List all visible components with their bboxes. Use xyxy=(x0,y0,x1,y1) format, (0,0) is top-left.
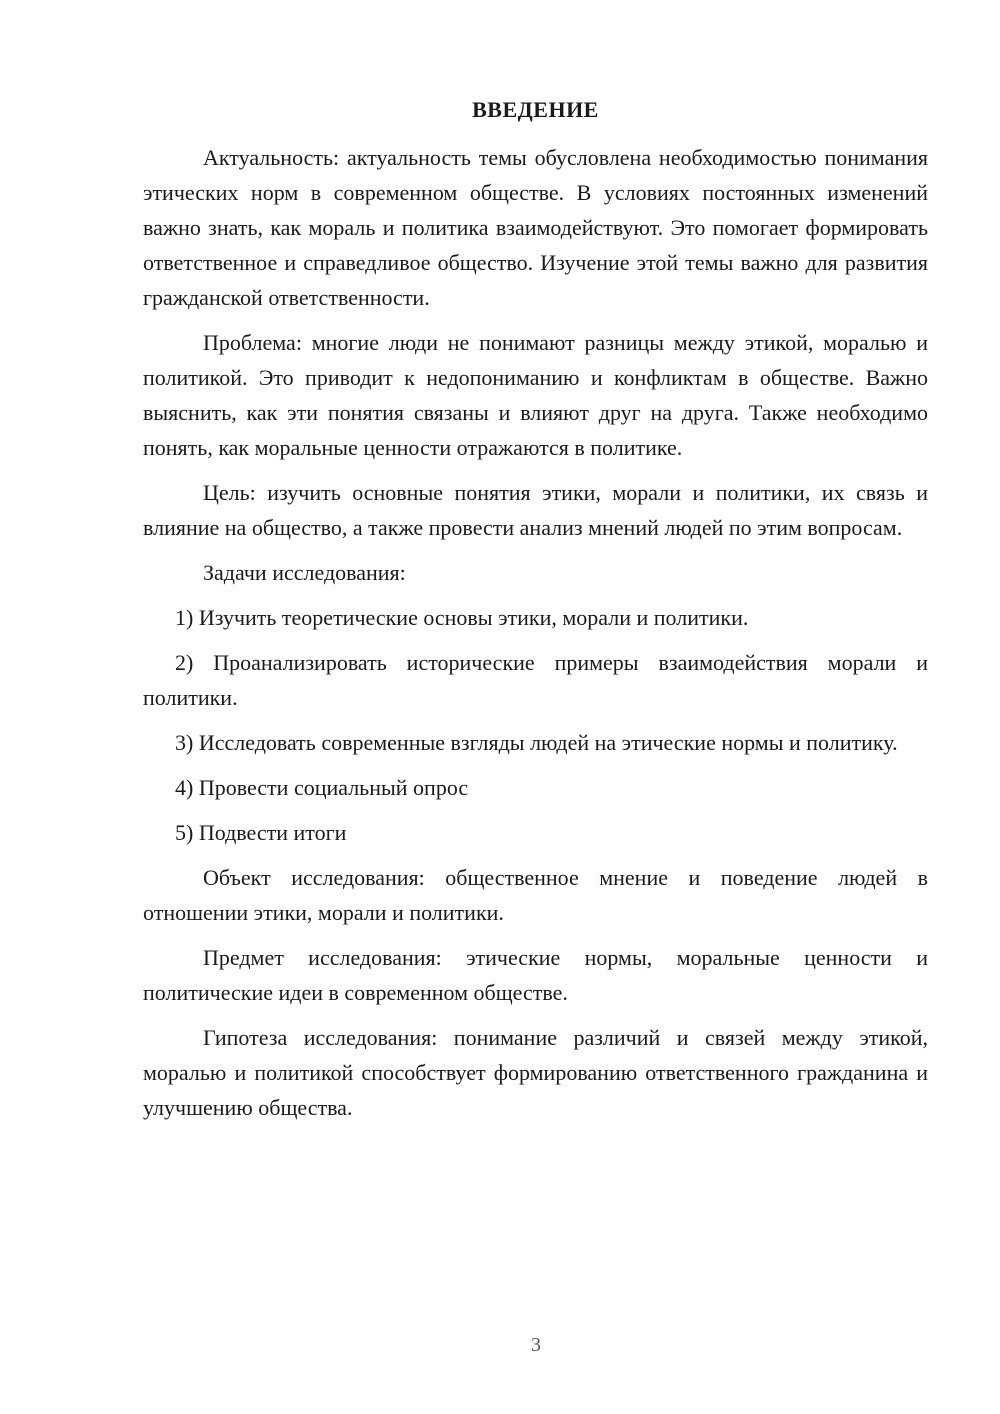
paragraph-hypothesis: Гипотеза исследования: понимание различий и связей между этикой, моралью и политикой способствует формированию ответственного гражданина и улучшению общества. xyxy=(143,1025,928,1120)
page-number: 3 xyxy=(531,1334,541,1356)
task-item-3: 3) Исследовать современные взгляды людей на этические нормы и политику. xyxy=(175,730,898,755)
paragraph-relevance: Актуальность: актуальность темы обусловлена необходимостью понимания этических норм в современном обществе. В условиях постоянных изменений важно знать, как мораль и политика взаимодействуют. Это помогает формировать ответственное и справедливое общество. Изучение этой темы важно для развития гражданской ответственности. xyxy=(143,145,928,310)
paragraph-problem: Проблема: многие люди не понимают разницы между этикой, моралью и политикой. Это приводит к недопониманию и конфликтам в обществе. Важно выяснить, как эти понятия связаны и влияют друг на друга. Также необходимо понять, как моральные ценности отражаются в политике. xyxy=(143,330,928,460)
task-item-4: 4) Провести социальный опрос xyxy=(175,775,469,800)
task-item-2: 2) Проанализировать исторические примеры взаимодействия морали и политики. xyxy=(143,650,928,710)
page-content xyxy=(143,95,928,1135)
paragraph-goal: Цель: изучить основные понятия этики, морали и политики, их связь и влияние на общество, а также провести анализ мнений людей по этим вопросам. xyxy=(143,480,928,540)
paragraph-object: Объект исследования: общественное мнение и поведение людей в отношении этики, морали и политики. xyxy=(143,865,928,925)
task-item-5: 5) Подвести итоги xyxy=(175,820,347,845)
paragraph-tasks-heading: Задачи исследования: xyxy=(203,560,406,585)
task-item-1: 1) Изучить теоретические основы этики, морали и политики. xyxy=(175,605,749,630)
page-title: ВВЕДЕНИЕ xyxy=(472,97,599,122)
paragraph-subject: Предмет исследования: этические нормы, моральные ценности и политические идеи в современном обществе. xyxy=(143,945,928,1005)
